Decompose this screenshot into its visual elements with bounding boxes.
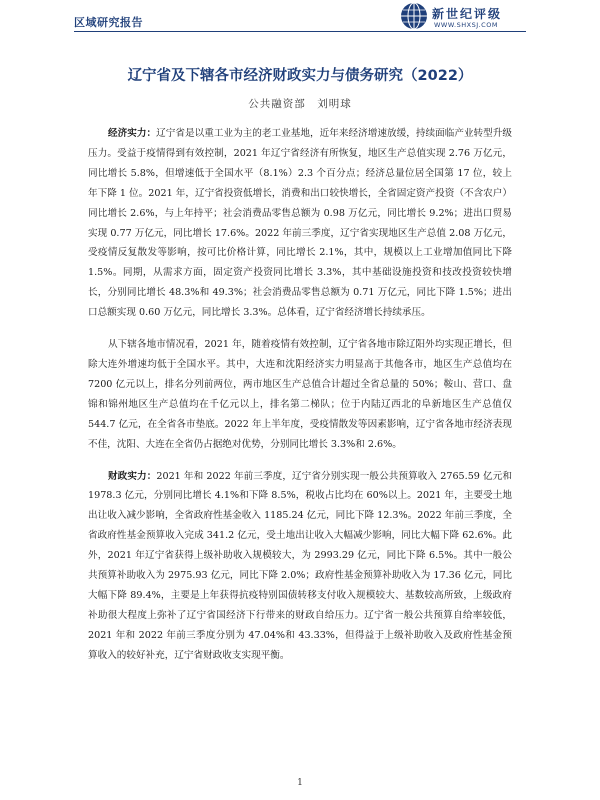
header-divider	[74, 31, 526, 32]
paragraph-text: 从下辖各地市情况看，2021 年，随着疫情有效控制，辽宁省各地市除辽阳外均实现正增长，但除大连外增速均低于全国水平。其中，大连和沈阳经济实力明显高于其他各市，地区生产总值均在 7200 亿元以上，排名分列前两位，两市地区生产总值合计超过全省总量的 50%；鞍山、营口、盘锦和锦州地区生产总值均在千亿元以上，排名第二梯队；位于内陆辽西北的阜新地区生产总值仅 544.7 亿元，在全省各市垫底。2022 年上半年度，受疫情散发等因素影响，辽宁省各地市经济表现不佳，沈阳、大连在全省仍占据绝对优势，分别同比增长 3.3%和 2.6%。	[88, 339, 512, 450]
globe-logo-icon	[400, 2, 428, 30]
paragraph-economy	[88, 124, 512, 323]
brand-logo	[400, 2, 530, 32]
logo-url: WWW.SHXSJ.COM	[434, 21, 498, 29]
document-title: 辽宁省及下辖各市经济财政实力与债务研究（2022）	[127, 68, 473, 84]
paragraph-text: 2021 年和 2022 年前三季度，辽宁省分别实现一般公共预算收入 2765.59 亿元和 1978.3 亿元，分别同比增长 4.1%和下降 8.5%，税收占比均在 60%以上。2021 年，主要受土地出让收入减少影响，全省政府性基金收入 1185.24 亿元，同比下降 12.3%。2022 年前三季度，全省政府性基金预算收入完成 341.2 亿元，受土地出让收入大幅减少影响，同比大幅下降 62.6%。此外，2021 年辽宁省获得上级补助收入规模较大，为 2993.29 亿元，同比下降 6.5%。其中一般公共预算补助收入为 2975.93 亿元，同比下降 2.0%；政府性基金预算补助收入为 17.36 亿元，同比大幅下降 89.4%，主要是上年获得抗疫特别国债转移支付收入规模较大、基数较高所致，上级政府补助很大程度上弥补了辽宁省国经济下行带来的财政自给压力。辽宁省一般公共预算自给率较低，2021 年和 2022 年前三季度分别为 47.04%和 43.33%，但得益于上级补助收入及政府性基金预算收入的较好补充，辽宁省财政收支实现平衡。	[88, 470, 512, 661]
page-number: 1	[297, 778, 303, 788]
paragraph-lead: 财政实力：	[108, 470, 157, 482]
logo-name: 新世纪评级	[432, 7, 503, 21]
document-authors: 公共融资部 刘明球	[248, 98, 352, 110]
document-body	[88, 124, 512, 678]
paragraph-fiscal	[88, 467, 512, 666]
paragraph-text: 辽宁省是以重工业为主的老工业基地，近年来经济增速放缓，持续面临产业转型升级压力。受益于疫情得到有效控制，2021 年辽宁省经济有所恢复，地区生产总值实现 2.76 万亿元，同比增长 5.8%，但增速低于全国水平（8.1%）2.3 个百分点；经济总量位居全国第 17 位，较上年下降 1 位。2021 年，辽宁省投资低增长，消费和出口较快增长，全省固定资产投资（不含农户）同比增长 2.6%，与上年持平；社会消费品零售总额为 0.98 万亿元，同比增长 9.2%；进出口贸易实现 0.77 万亿元，同比增长 17.6%。2022 年前三季度，辽宁省实现地区生产总值 2.08 万亿元，受疫情反复散发等影响，按可比价格计算，同比增长 2.1%，其中，规模以上工业增加值同比下降 1.5%。同期，从需求方面，固定资产投资同比增长 3.3%，其中基础设施投资和技改投资较快增长，分别同比增长 48.3%和 49.3%；社会消费品零售总额为 0.71 万亿元，同比下降 1.5%；进出口总额实现 0.60 万亿元，同比增长 3.3%。总体看，辽宁省经济增长持续承压。	[88, 128, 513, 319]
paragraph-cities	[88, 335, 512, 454]
section-title: 区域研究报告	[74, 16, 143, 29]
paragraph-lead: 经济实力：	[108, 128, 157, 139]
page-header	[0, 0, 600, 38]
